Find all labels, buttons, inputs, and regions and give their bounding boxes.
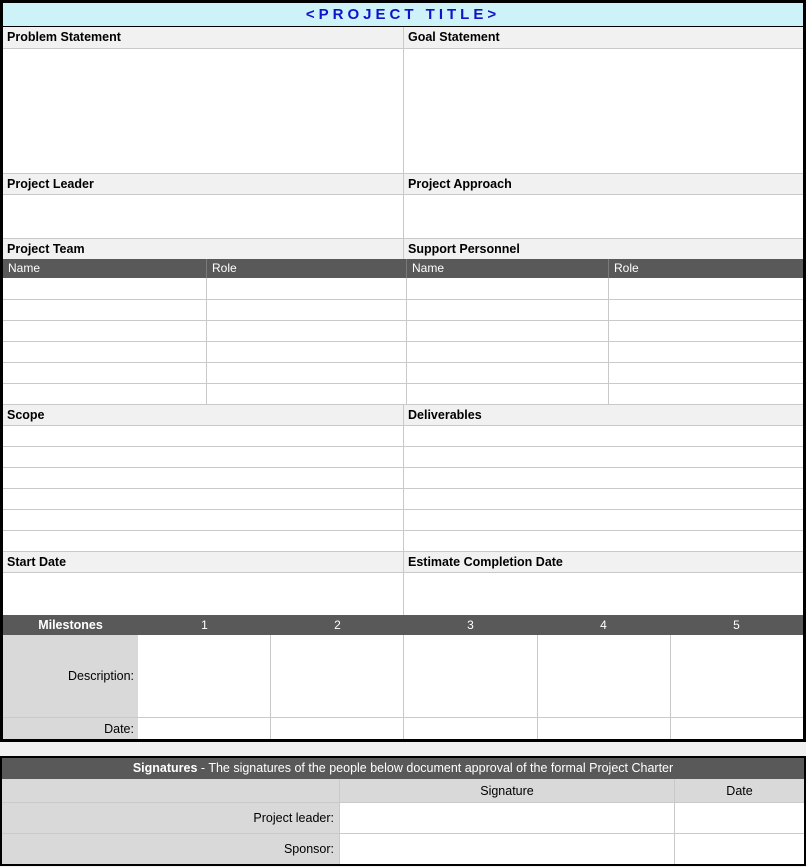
scope-cell[interactable] (3, 468, 403, 488)
dates-body-row (3, 572, 803, 615)
team-name-cell[interactable] (3, 321, 206, 341)
milestone-date-cell-5[interactable] (670, 718, 803, 739)
signature-columns-row (2, 779, 804, 802)
support-role-cell[interactable] (608, 278, 803, 299)
team-name-cell[interactable] (3, 384, 206, 404)
scope-row (3, 509, 803, 530)
milestone-description-cell-3[interactable] (403, 635, 536, 717)
scope-cell[interactable] (3, 531, 403, 551)
scope-header-row (3, 404, 803, 425)
team-row (3, 383, 803, 404)
milestone-date-cell-2[interactable] (270, 718, 403, 739)
team-row (3, 341, 803, 362)
signatures-subtitle: - The signatures of the people below document approval of the formal Project Charter (197, 761, 674, 775)
team-name-cell[interactable] (3, 300, 206, 320)
milestones-header-row (3, 615, 803, 635)
goal-statement-cell[interactable] (403, 49, 803, 173)
support-role-cell[interactable] (608, 342, 803, 362)
deliverables-cell[interactable] (403, 447, 803, 467)
statement-header-row (3, 27, 803, 48)
milestone-date-cell-4[interactable] (537, 718, 670, 739)
scope-header: Scope (7, 408, 45, 422)
signature-empty-header-cell (2, 779, 339, 802)
milestone-number-3: 3 (467, 618, 474, 632)
scope-row (3, 488, 803, 509)
project-leader-label: Project leader: (2, 803, 339, 833)
scope-cell[interactable] (3, 510, 403, 530)
support-name-cell[interactable] (406, 342, 608, 362)
milestone-number-4: 4 (600, 618, 607, 632)
project-leader-cell[interactable] (3, 195, 403, 238)
deliverables-cell[interactable] (403, 426, 803, 446)
support-role-cell[interactable] (608, 300, 803, 320)
signature-column-header: Signature (339, 779, 674, 802)
team-row (3, 362, 803, 383)
milestone-date-row (3, 717, 803, 739)
signatures-header-bar (2, 758, 804, 779)
milestone-description-cell-2[interactable] (270, 635, 403, 717)
statement-body-row (3, 48, 803, 173)
team-header-row (3, 238, 803, 259)
completion-date-cell[interactable] (403, 573, 803, 615)
support-name-cell[interactable] (406, 363, 608, 383)
team-row (3, 299, 803, 320)
leader-body-row (3, 194, 803, 238)
support-role-cell[interactable] (608, 321, 803, 341)
team-role-column-header: Role (206, 259, 406, 278)
support-name-cell[interactable] (406, 384, 608, 404)
milestone-number-5: 5 (733, 618, 740, 632)
team-name-cell[interactable] (3, 363, 206, 383)
team-row (3, 278, 803, 299)
team-role-cell[interactable] (206, 342, 406, 362)
team-role-cell[interactable] (206, 363, 406, 383)
project-title[interactable]: <PROJECT TITLE> (3, 3, 803, 27)
sponsor-signature-cell[interactable] (339, 834, 674, 864)
team-role-cell[interactable] (206, 278, 406, 299)
project-leader-signature-row (2, 802, 804, 833)
milestones-header: Milestones (38, 618, 103, 632)
milestone-date-cell-3[interactable] (403, 718, 536, 739)
description-label: Description: (3, 635, 138, 717)
milestone-description-cell-5[interactable] (670, 635, 803, 717)
milestone-description-row (3, 635, 803, 717)
team-role-cell[interactable] (206, 321, 406, 341)
project-team-header: Project Team (7, 242, 85, 256)
signatures-title: Signatures (132, 761, 198, 775)
project-approach-cell[interactable] (403, 195, 803, 238)
team-role-cell[interactable] (206, 384, 406, 404)
support-role-column-header: Role (608, 259, 803, 278)
milestone-description-cell-4[interactable] (537, 635, 670, 717)
milestone-description-cell-1[interactable] (138, 635, 270, 717)
team-row (3, 320, 803, 341)
support-name-cell[interactable] (406, 321, 608, 341)
deliverables-cell[interactable] (403, 510, 803, 530)
team-columns-row (3, 259, 803, 278)
scope-row (3, 425, 803, 446)
support-personnel-header: Support Personnel (403, 239, 803, 259)
scope-cell[interactable] (3, 447, 403, 467)
scope-row (3, 467, 803, 488)
project-leader-signature-cell[interactable] (339, 803, 674, 833)
milestone-number-2: 2 (334, 618, 341, 632)
deliverables-header: Deliverables (403, 405, 803, 425)
project-approach-header: Project Approach (403, 174, 803, 194)
support-role-cell[interactable] (608, 384, 803, 404)
support-name-column-header: Name (406, 259, 608, 278)
scope-cell[interactable] (3, 489, 403, 509)
team-role-cell[interactable] (206, 300, 406, 320)
signature-date-column-header: Date (674, 779, 804, 802)
problem-statement-cell[interactable] (3, 49, 403, 173)
sponsor-label: Sponsor: (2, 834, 339, 864)
support-name-cell[interactable] (406, 278, 608, 299)
completion-date-header: Estimate Completion Date (403, 552, 803, 572)
deliverables-cell[interactable] (403, 468, 803, 488)
team-name-cell[interactable] (3, 342, 206, 362)
scope-row (3, 530, 803, 551)
start-date-cell[interactable] (3, 573, 403, 615)
deliverables-cell[interactable] (403, 531, 803, 551)
date-label: Date: (3, 718, 138, 739)
sponsor-signature-row (2, 833, 804, 864)
milestone-number-1: 1 (201, 618, 208, 632)
problem-statement-header: Problem Statement (7, 30, 121, 44)
deliverables-cell[interactable] (403, 489, 803, 509)
milestone-date-cell-1[interactable] (138, 718, 270, 739)
scope-row (3, 446, 803, 467)
support-name-cell[interactable] (406, 300, 608, 320)
start-date-header: Start Date (7, 555, 67, 569)
scope-cell[interactable] (3, 426, 403, 446)
support-role-cell[interactable] (608, 363, 803, 383)
sponsor-date-cell[interactable] (674, 834, 804, 864)
team-name-column-header: Name (8, 261, 41, 275)
signatures-table (0, 756, 806, 866)
team-name-cell[interactable] (3, 278, 206, 299)
project-leader-header: Project Leader (7, 177, 94, 191)
goal-statement-header: Goal Statement (403, 27, 803, 48)
project-leader-date-cell[interactable] (674, 803, 804, 833)
dates-header-row (3, 551, 803, 572)
leader-header-row (3, 173, 803, 194)
